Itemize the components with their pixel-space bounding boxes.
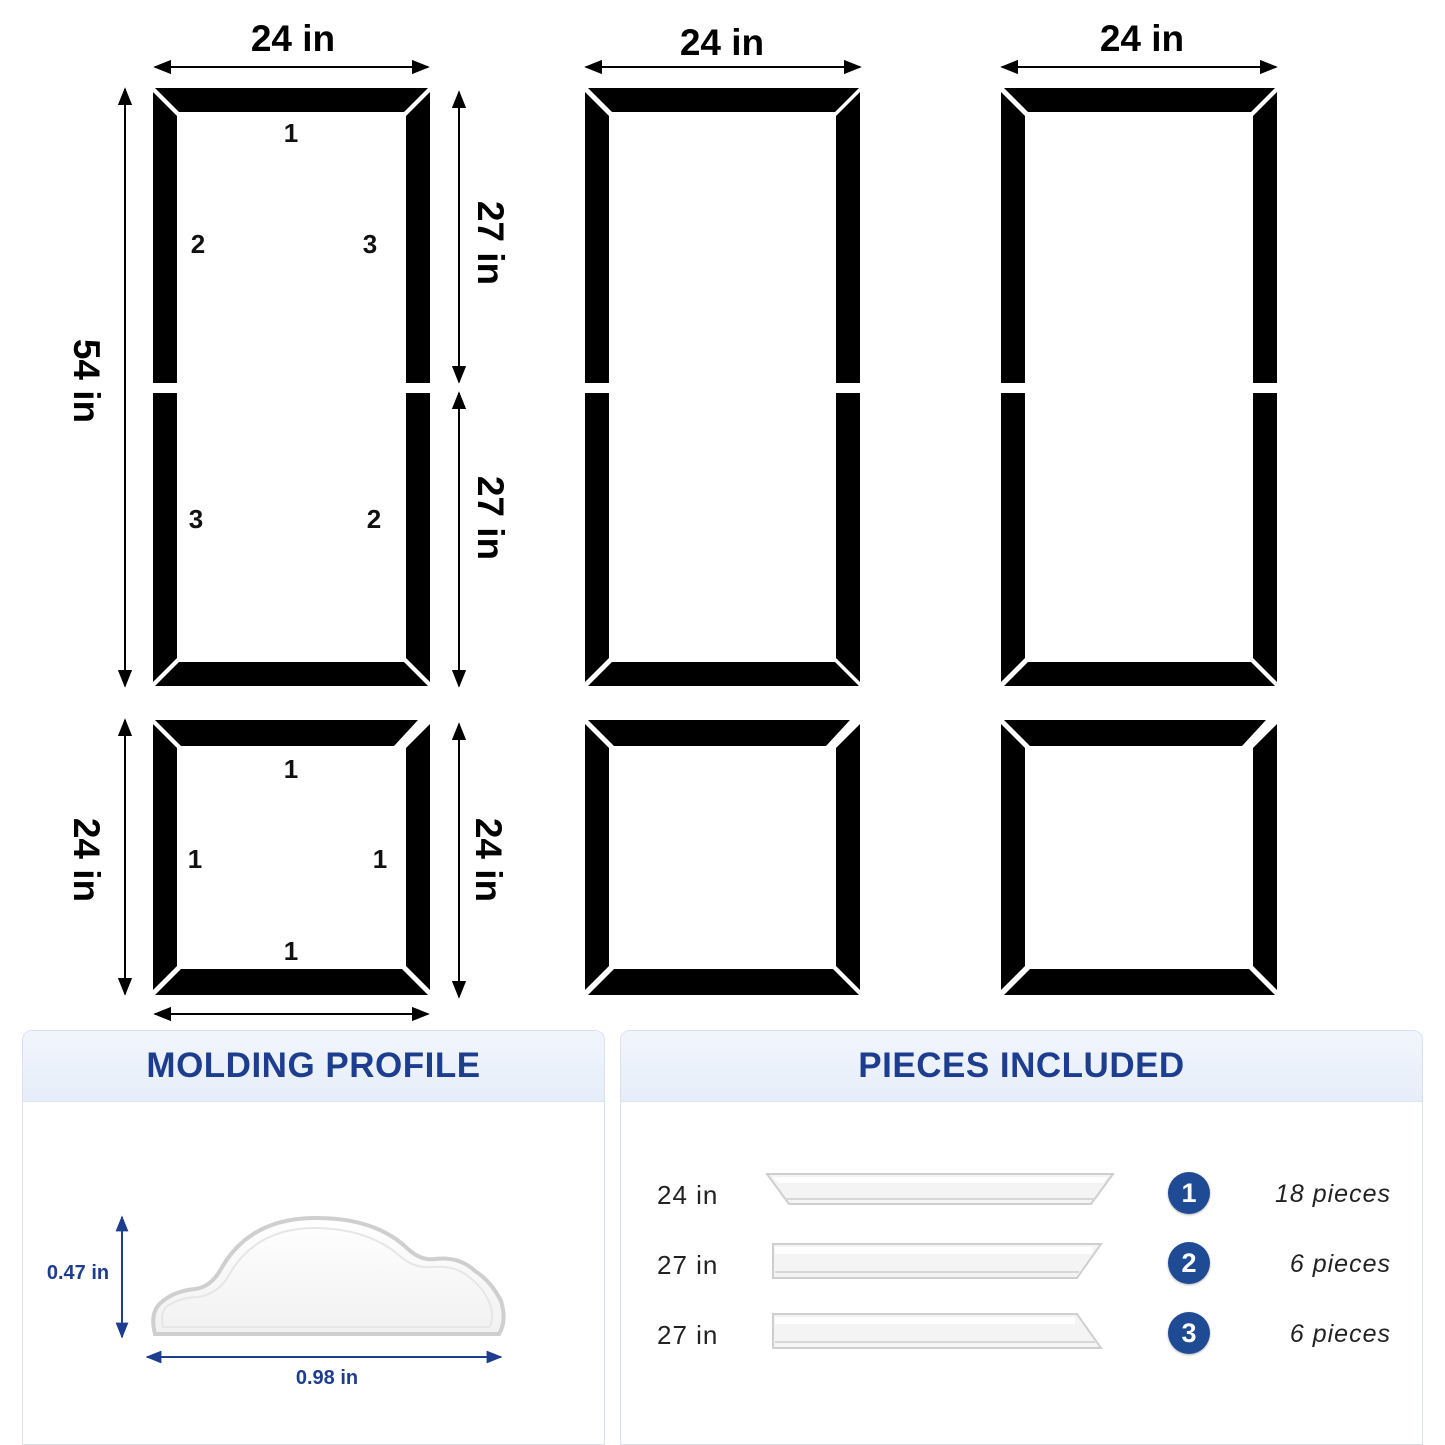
frame-top-piece — [1004, 720, 1266, 746]
lower-half-label: 27 in — [470, 475, 511, 561]
square-piece-label-bottom: 1 — [283, 936, 299, 966]
frame-bottom-piece — [155, 969, 428, 995]
frame-top-piece — [155, 720, 418, 746]
tall-piece-label-top: 1 — [283, 118, 299, 148]
frame-left-upper-piece — [1001, 92, 1025, 383]
frame-bottom-piece — [588, 969, 859, 995]
frame-right-piece — [836, 724, 860, 990]
frame-left-lower-piece — [153, 393, 177, 682]
frame-right-piece — [1253, 724, 1277, 990]
molding-piece-image — [761, 1236, 1121, 1286]
profile-width-label: 0.98 in — [295, 1367, 359, 1389]
total-height-label: 54 in — [66, 338, 107, 424]
frame-left-piece — [153, 724, 177, 990]
frame-top-piece — [588, 88, 859, 112]
frame-bottom-piece — [1004, 662, 1275, 686]
square-piece-label-right: 1 — [372, 844, 388, 874]
pieces-included-title: PIECES INCLUDED — [858, 1046, 1185, 1085]
piece-length: 27 in — [657, 1320, 719, 1350]
molding-profile-shape — [153, 1218, 503, 1334]
width-label-3: 24 in — [1099, 18, 1185, 59]
square-frame-2 — [585, 720, 860, 995]
frame-top-piece — [155, 88, 428, 112]
piece-length: 24 in — [657, 1180, 719, 1210]
profile-height-label: 0.47 in — [46, 1262, 110, 1284]
tall-piece-label-lower-left: 3 — [188, 504, 204, 534]
frame-left-upper-piece — [153, 92, 177, 383]
piece-row — [621, 1306, 1423, 1366]
molding-profile-panel — [22, 1030, 605, 1445]
frame-top-piece — [1004, 88, 1275, 112]
frame-right-piece — [406, 724, 430, 990]
frame-right-upper-piece — [406, 92, 430, 383]
molding-profile-drawing — [23, 1101, 605, 1445]
piece-number-badge: 3 — [1168, 1312, 1210, 1354]
piece-length: 27 in — [657, 1250, 719, 1280]
piece-number-badge: 2 — [1168, 1242, 1210, 1284]
frame-right-lower-piece — [406, 393, 430, 682]
tall-piece-label-lower-right: 2 — [366, 504, 382, 534]
piece-row — [621, 1166, 1423, 1226]
tall-frame-3 — [1001, 88, 1277, 686]
molding-piece-image — [761, 1306, 1121, 1356]
molding-piece-image — [761, 1166, 1121, 1216]
frame-left-piece — [585, 724, 609, 990]
frame-left-lower-piece — [585, 393, 609, 682]
piece-count: 6 pieces — [1289, 1250, 1391, 1278]
frame-left-lower-piece — [1001, 393, 1025, 682]
molding-profile-title: MOLDING PROFILE — [146, 1046, 481, 1085]
square-right-label: 24 in — [468, 817, 509, 903]
square-left-label: 24 in — [66, 817, 107, 903]
frame-bottom-piece — [1004, 969, 1275, 995]
frame-left-upper-piece — [585, 92, 609, 383]
tall-frame-1 — [153, 88, 430, 686]
tall-piece-label-upper-left: 2 — [190, 229, 206, 259]
molding-profile-header — [23, 1031, 604, 1102]
pieces-included-header — [621, 1031, 1422, 1102]
pieces-included-panel — [620, 1030, 1423, 1445]
piece-count: 6 pieces — [1289, 1320, 1391, 1348]
tall-frame-2 — [585, 88, 860, 686]
width-label-2: 24 in — [679, 22, 765, 63]
frame-right-lower-piece — [836, 393, 860, 682]
piece-row — [621, 1236, 1423, 1296]
square-piece-label-left: 1 — [187, 844, 203, 874]
frame-left-piece — [1001, 724, 1025, 990]
width-label-1: 24 in — [250, 18, 336, 59]
frame-top-piece — [588, 720, 850, 746]
piece-number-badge: 1 — [1168, 1172, 1210, 1214]
square-frame-3 — [1001, 720, 1277, 995]
frame-right-lower-piece — [1253, 393, 1277, 682]
frame-right-upper-piece — [836, 92, 860, 383]
piece-count: 18 pieces — [1274, 1180, 1391, 1208]
frame-bottom-piece — [155, 662, 428, 686]
square-piece-label-top: 1 — [283, 754, 299, 784]
upper-half-label: 27 in — [470, 200, 511, 286]
tall-piece-label-upper-right: 3 — [362, 229, 378, 259]
frame-right-upper-piece — [1253, 92, 1277, 383]
frame-bottom-piece — [588, 662, 859, 686]
